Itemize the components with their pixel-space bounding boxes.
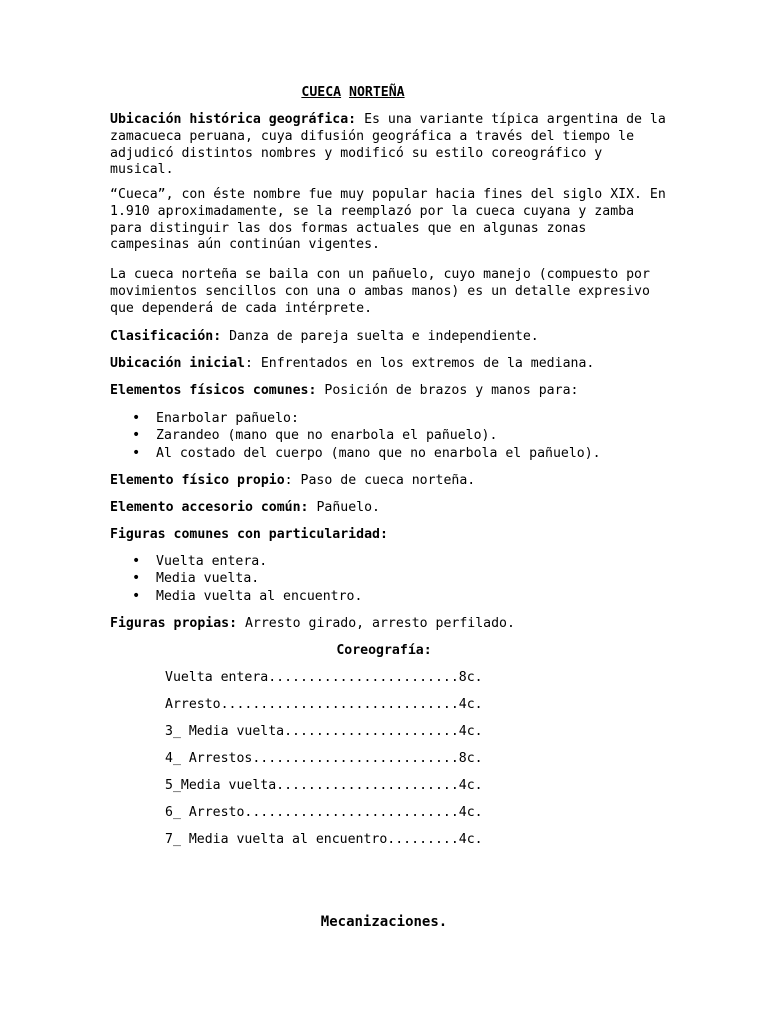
ubicacion-inicial-text: : Enfrentados en los extremos de la mediana.: [244, 356, 595, 371]
figuras-comunes-list: [110, 553, 670, 605]
list-item: • Al costado del cuerpo (mano que no enarbola el pañuelo).: [110, 445, 710, 462]
elemento-propio-line: [110, 473, 670, 490]
figuras-propias-text: Arresto girado, arresto perfilado.: [237, 616, 515, 631]
mecanizaciones-heading: Mecanizaciones.: [320, 914, 448, 930]
figuras-comunes-line: [110, 527, 670, 544]
intro-text: Es una variante típica argentina de la zamacueca peruana, cuya difusión geográfica a través del tiempo le adjudicó distintos nombres y modificó su estilo coreográfico y musical.: [110, 112, 666, 178]
clasificacion-text: Danza de pareja suelta e independiente.: [221, 329, 539, 344]
elemento-accesorio-text: Pañuelo.: [308, 500, 380, 515]
title-part1: CUECA: [301, 85, 342, 100]
coreografia-row: Arresto..............................4c.: [165, 697, 483, 712]
ubicacion-inicial-line: [110, 356, 670, 373]
coreografia-list: [165, 670, 565, 859]
figuras-comunes-label: Figuras comunes con particularidad:: [110, 527, 388, 542]
coreografia-row: 3_ Media vuelta......................4c.: [165, 724, 483, 739]
clasificacion-line: [110, 329, 670, 346]
coreografia-heading: Coreografía:: [336, 643, 432, 658]
intro-label: Ubicación histórica geográfica:: [110, 112, 357, 127]
coreografia-row: 5_Media vuelta.......................4c.: [165, 778, 483, 793]
elementos-fisicos-label: Elementos físicos comunes:: [110, 383, 317, 398]
list-item: • Enarbolar pañuelo:: [110, 410, 710, 427]
paragraph-panuelo: La cueca norteña se baila con un pañuelo, cuyo manejo (compuesto por movimientos sencillos con una o ambas manos) es un detalle expresivo que dependerá de cada intérprete.: [110, 267, 650, 316]
list-item: • Media vuelta.: [110, 570, 670, 587]
coreografia-row: 7_ Media vuelta al encuentro.........4c.: [165, 832, 483, 847]
elemento-accesorio-line: [110, 500, 670, 517]
coreografia-row: 6_ Arresto...........................4c.: [165, 805, 483, 820]
figuras-propias-label: Figuras propias:: [110, 616, 238, 631]
list-item: • Vuelta entera.: [110, 553, 670, 570]
paragraph-cueca-history: “Cueca”, con éste nombre fue muy popular hacia fines del siglo XIX. En 1.910 aproximadamente, se la reemplazó por la cueca cuyana y zamba para distinguir las dos formas actuales que en algunas zonas campesinas aún continúan vigentes.: [110, 187, 666, 253]
elemento-accesorio-label: Elemento accesorio común:: [110, 500, 309, 515]
list-item: • Media vuelta al encuentro.: [110, 588, 670, 605]
intro-paragraph: [110, 112, 670, 179]
clasificacion-label: Clasificación:: [110, 329, 222, 344]
coreografia-row: 4_ Arrestos..........................8c.: [165, 751, 483, 766]
elemento-propio-text: : Paso de cueca norteña.: [284, 473, 476, 488]
elementos-fisicos-list: [110, 410, 710, 462]
document-title: [0, 85, 706, 100]
figuras-propias-line: [110, 616, 670, 633]
title-part2: NORTEÑA: [349, 85, 405, 100]
coreografia-row: Vuelta entera........................8c.: [165, 670, 483, 685]
elementos-fisicos-line: [110, 383, 670, 400]
elemento-propio-label: Elemento físico propio: [110, 473, 285, 488]
list-item: • Zarandeo (mano que no enarbola el pañuelo).: [110, 427, 710, 444]
ubicacion-inicial-label: Ubicación inicial: [110, 356, 245, 371]
elementos-fisicos-text: Posición de brazos y manos para:: [316, 383, 579, 398]
